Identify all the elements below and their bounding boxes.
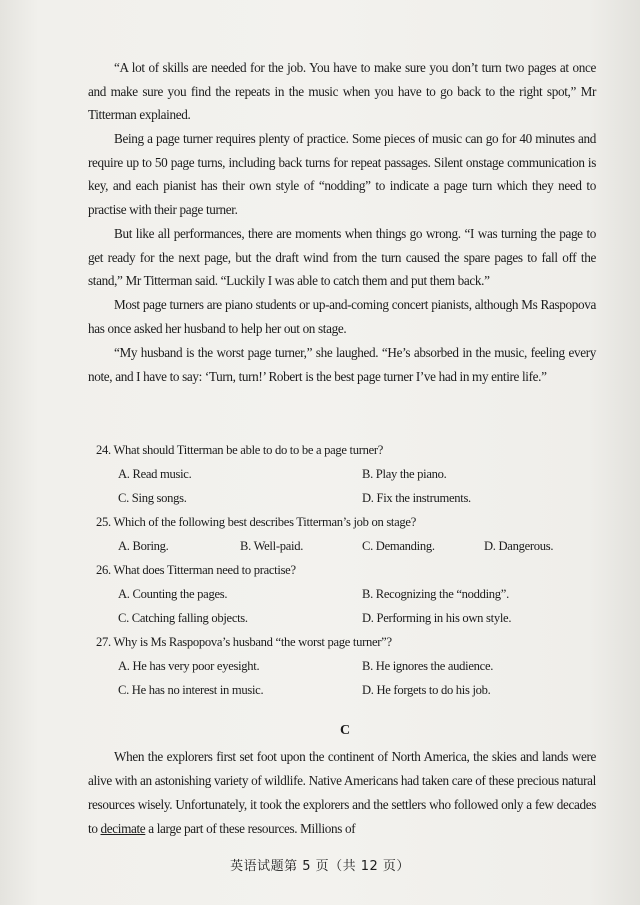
- question-26-option-c: C. Catching falling objects.: [118, 611, 248, 625]
- question-25-option-b: B. Well-paid.: [240, 539, 304, 553]
- question-25-option-c: C. Demanding.: [362, 539, 435, 553]
- question-26-stem: 26. What does Titterman need to practise?: [96, 563, 296, 577]
- passage-b-paragraph-4: Most page turners are piano students or up-and-coming concert pianists, although Ms Raspopova has once asked her husband to help her out on stage.: [88, 297, 596, 336]
- question-24-option-a: A. Read music.: [118, 467, 192, 481]
- question-24-option-c: C. Sing songs.: [118, 491, 187, 505]
- question-24-option-b: B. Play the piano.: [362, 467, 447, 481]
- question-27-option-a: A. He has very poor eyesight.: [118, 659, 260, 673]
- question-27-option-b: B. He ignores the audience.: [362, 659, 494, 673]
- question-25-stem: 25. Which of the following best describes Titterman’s job on stage?: [96, 515, 416, 529]
- passage-b-paragraph-1: “A lot of skills are needed for the job. You have to make sure you don’t turn two pages at once and make sure you find the repeats in the music when you have to go back to the right spot,” Mr Titterman explained.: [88, 60, 596, 122]
- passage-c-text-before: When the explorers first set foot upon the continent of North America, the skies and lands were alive with an astonishing variety of wildlife. Native Americans had taken care of these precious natural resources wisely. Unfortunately, it took the explorers and the settlers who followed only a few decades to: [88, 749, 596, 836]
- question-26-option-b: B. Recognizing the “nodding”.: [362, 587, 509, 601]
- underlined-word-decimate: decimate: [100, 821, 146, 836]
- section-c-heading: C: [340, 723, 351, 738]
- passage-b-paragraph-3: But like all performances, there are moments when things go wrong. “I was turning the page to get ready for the next page, but the draft wind from the turn caused the spare pages to fall off the stand,” Mr Titterman said. “Luckily I was able to catch them and put them back.”: [88, 226, 596, 288]
- page-footer: 英语试题第 5 页（共 12 页）: [230, 859, 410, 874]
- question-27-option-c: C. He has no interest in music.: [118, 683, 264, 697]
- question-26-option-d: D. Performing in his own style.: [362, 611, 512, 625]
- passage-c-text-after: a large part of these resources. Millions of: [145, 821, 356, 836]
- question-27-stem: 27. Why is Ms Raspopova’s husband “the worst page turner”?: [96, 635, 392, 649]
- passage-c-paragraph-1: [88, 745, 596, 841]
- question-24-stem: 24. What should Titterman be able to do to be a page turner?: [96, 443, 384, 457]
- question-27-option-d: D. He forgets to do his job.: [362, 683, 491, 697]
- question-24-option-d: D. Fix the instruments.: [362, 491, 471, 505]
- question-25-option-d: D. Dangerous.: [484, 539, 554, 553]
- passage-b-paragraph-2: Being a page turner requires plenty of practice. Some pieces of music can go for 40 minutes and require up to 50 page turns, including back turns for repeat passages. Silent onstage communication is key, and each pianist has their own style of “nodding” to indicate a page turn which they need to practise with their page turner.: [88, 131, 596, 217]
- passage-b-paragraph-5: “My husband is the worst page turner,” she laughed. “He’s absorbed in the music, feeling every note, and I have to say: ‘Turn, turn!’ Robert is the best page turner I’ve had in my entire life.”: [88, 345, 596, 384]
- question-25-option-a: A. Boring.: [118, 539, 169, 553]
- question-26-option-a: A. Counting the pages.: [118, 587, 228, 601]
